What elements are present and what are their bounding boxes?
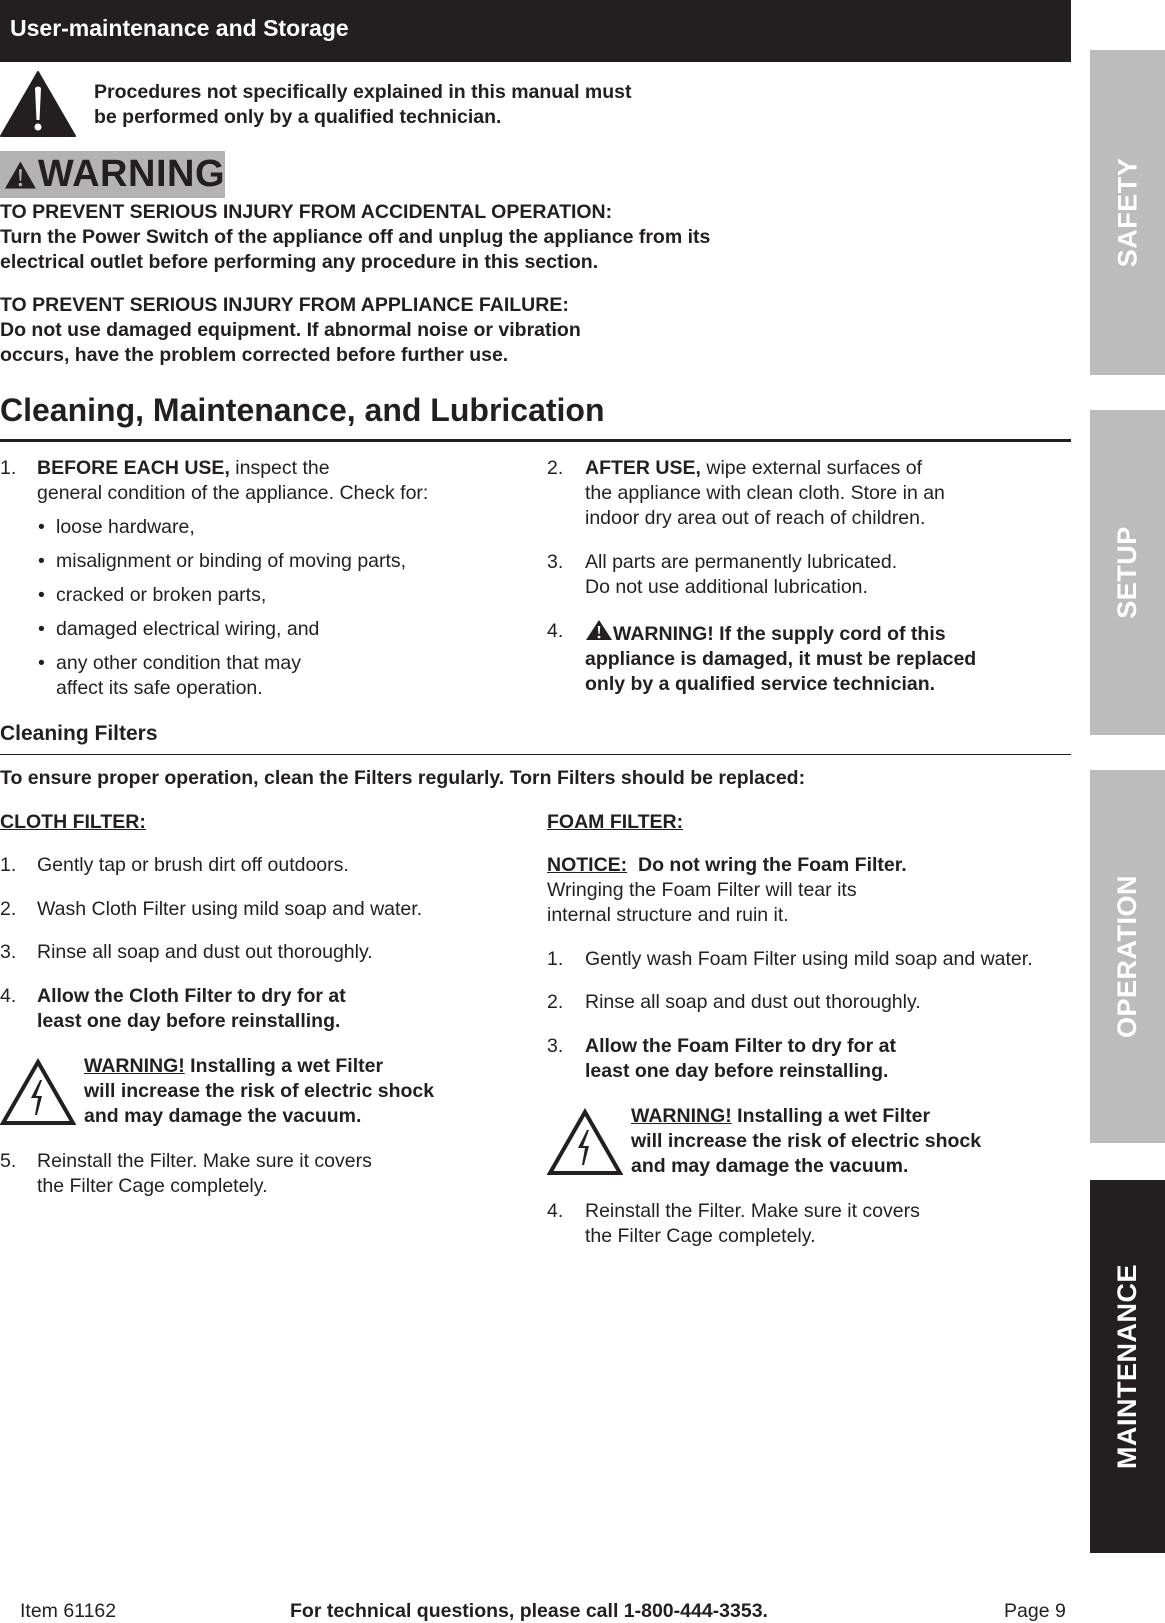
item-text: indoor dry area out of reach of children. (585, 507, 926, 529)
check-list-item (38, 515, 518, 549)
cloth-step (0, 853, 520, 878)
electric-shock-icon (547, 1108, 623, 1176)
step-text: Gently wash Foam Filter using mild soap and water. (585, 948, 1033, 970)
warning-text: electrical outlet before performing any procedure in this section. (0, 251, 599, 273)
step-text: Wash Cloth Filter using mild soap and water. (37, 898, 423, 920)
warning-triangle-icon (585, 619, 613, 641)
bullet-icon: • (38, 652, 45, 674)
bullet-icon: • (38, 584, 45, 606)
item-warning-text: WARNING! If the supply cord of this (613, 623, 946, 645)
warning-banner-label: WARNING (37, 153, 225, 195)
item-text: inspect the (229, 457, 330, 479)
step-number: 4. (0, 985, 17, 1007)
bullet-icon: • (38, 618, 45, 640)
step-text: Gently tap or brush dirt off outdoors. (37, 854, 349, 876)
notice-text: Wringing the Foam Filter will tear its (547, 879, 857, 901)
check-list-text: misalignment or binding of moving parts, (56, 550, 407, 572)
check-list-text: cracked or broken parts, (56, 584, 267, 606)
step-number: 4. (547, 1200, 564, 1222)
item-number: 4. (547, 620, 564, 642)
filters-section-title: Cleaning Filters (0, 722, 158, 745)
check-list-text: loose hardware, (56, 516, 195, 538)
step-number: 1. (0, 854, 17, 876)
check-list-item (38, 651, 518, 701)
step-text: Reinstall the Filter. Make sure it covers (585, 1200, 920, 1222)
foam-step (547, 990, 1067, 1015)
check-list-item (38, 617, 518, 651)
notice-text: Do not wring the Foam Filter. (627, 854, 907, 876)
warning-text: and may damage the vacuum. (84, 1105, 362, 1127)
check-list-item (38, 549, 518, 583)
warning-appliance-failure (0, 293, 780, 368)
notice-text: internal structure and ruin it. (547, 904, 789, 926)
bullet-icon: • (38, 550, 45, 572)
warning-heading: TO PREVENT SERIOUS INJURY FROM ACCIDENTAL OPERATION: (0, 201, 613, 223)
step-number: 5. (0, 1150, 17, 1172)
side-tab-operation[interactable] (1090, 770, 1165, 1143)
cleaning-section-title: Cleaning, Maintenance, and Lubrication (0, 392, 605, 428)
item-bold-lead: AFTER USE, (585, 457, 701, 479)
cloth-step (0, 940, 520, 965)
maintenance-item-2 (547, 456, 1067, 531)
cloth-step (0, 984, 520, 1034)
item-text: the appliance with clean cloth. Store in an (585, 482, 945, 504)
side-tab-safety[interactable] (1090, 50, 1165, 375)
step-text: the Filter Cage completely. (585, 1225, 816, 1247)
warning-text: will increase the risk of electric shock (631, 1130, 982, 1152)
cloth-wet-filter-warning (84, 1054, 544, 1129)
item-number: 1. (0, 457, 17, 479)
warning-text: Turn the Power Switch of the appliance off and unplug the appliance from its (0, 226, 711, 248)
warning-banner (0, 151, 225, 198)
item-text: All parts are permanently lubricated. (585, 551, 898, 573)
check-list (38, 515, 518, 701)
side-tab-label: SAFETY (1112, 157, 1143, 268)
item-warning-text: only by a qualified service technician. (585, 673, 936, 695)
warning-label: WARNING! (631, 1105, 732, 1127)
notice-line: Procedures not specifically explained in this manual must (94, 81, 632, 103)
side-tab-label: SETUP (1112, 526, 1142, 619)
side-tab-maintenance[interactable] (1090, 1180, 1165, 1553)
warning-text: will increase the risk of electric shock (84, 1080, 435, 1102)
filters-intro: To ensure proper operation, clean the Filters regularly. Torn Filters should be replaced: (0, 767, 806, 789)
step-text: least one day before reinstalling. (585, 1060, 889, 1082)
warning-label: WARNING! (84, 1055, 185, 1077)
item-warning-text: appliance is damaged, it must be replaced (585, 648, 977, 670)
qualified-technician-notice (94, 80, 734, 130)
footer-support-phone: For technical questions, please call 1-800-444-3353. (290, 1600, 768, 1622)
step-number: 3. (547, 1035, 564, 1057)
warning-text: Installing a wet Filter (184, 1055, 384, 1077)
filters-divider (0, 754, 1071, 755)
footer-item-number: Item 61162 (20, 1600, 117, 1622)
step-text: Rinse all soap and dust out thoroughly. (37, 941, 373, 963)
warning-text: and may damage the vacuum. (631, 1155, 909, 1177)
notice-line: be performed only by a qualified technician. (94, 106, 502, 128)
warning-triangle-icon (4, 160, 37, 190)
cloth-step (0, 1149, 520, 1199)
foam-step (547, 1034, 1067, 1084)
step-number: 2. (547, 991, 564, 1013)
check-list-text: affect its safe operation. (56, 677, 263, 699)
check-list-text: damaged electrical wiring, and (56, 618, 320, 640)
cloth-filter-heading: CLOTH FILTER: (0, 811, 146, 833)
cloth-step (0, 897, 520, 922)
foam-notice (547, 853, 1067, 928)
step-number: 2. (0, 898, 17, 920)
item-text: Do not use additional lubrication. (585, 576, 868, 598)
warning-text: Installing a wet Filter (731, 1105, 931, 1127)
step-number: 3. (0, 941, 17, 963)
item-text: wipe external surfaces of (700, 457, 923, 479)
side-tab-setup[interactable] (1090, 410, 1165, 735)
footer-page-number: Page 9 (1004, 1600, 1066, 1622)
foam-step (547, 1199, 1067, 1249)
foam-filter-heading: FOAM FILTER: (547, 811, 684, 833)
item-text: general condition of the appliance. Check for: (37, 482, 429, 504)
item-number: 2. (547, 457, 564, 479)
check-list-item (38, 583, 518, 617)
item-number: 3. (547, 551, 564, 573)
notice-label: NOTICE: (547, 854, 628, 876)
maintenance-item-3 (547, 550, 1067, 600)
maintenance-item-4 (547, 619, 1067, 697)
maintenance-item-1 (0, 456, 520, 506)
step-text: least one day before reinstalling. (37, 1010, 341, 1032)
step-text: Rinse all soap and dust out thoroughly. (585, 991, 921, 1013)
item-bold-lead: BEFORE EACH USE, (37, 457, 230, 479)
side-tab-label: MAINTENANCE (1112, 1264, 1142, 1469)
warning-text: Do not use damaged equipment. If abnormal noise or vibration (0, 319, 581, 341)
bullet-icon: • (38, 516, 45, 538)
step-text: Reinstall the Filter. Make sure it covers (37, 1150, 372, 1172)
step-text: Allow the Cloth Filter to dry for at (37, 985, 346, 1007)
foam-wet-filter-warning (631, 1104, 1091, 1179)
step-number: 1. (547, 948, 564, 970)
step-text: the Filter Cage completely. (37, 1175, 268, 1197)
check-list-text: any other condition that may (56, 652, 301, 674)
section-header-title: User-maintenance and Storage (10, 15, 349, 41)
warning-accidental-operation (0, 200, 780, 275)
foam-step (547, 947, 1067, 972)
warning-text: occurs, have the problem corrected before further use. (0, 344, 509, 366)
section-divider (0, 439, 1071, 442)
exclamation-triangle-icon (0, 70, 76, 138)
step-text: Allow the Foam Filter to dry for at (585, 1035, 896, 1057)
side-tab-label: OPERATION (1112, 874, 1143, 1039)
electric-shock-icon (0, 1058, 76, 1126)
warning-heading: TO PREVENT SERIOUS INJURY FROM APPLIANCE FAILURE: (0, 294, 569, 316)
